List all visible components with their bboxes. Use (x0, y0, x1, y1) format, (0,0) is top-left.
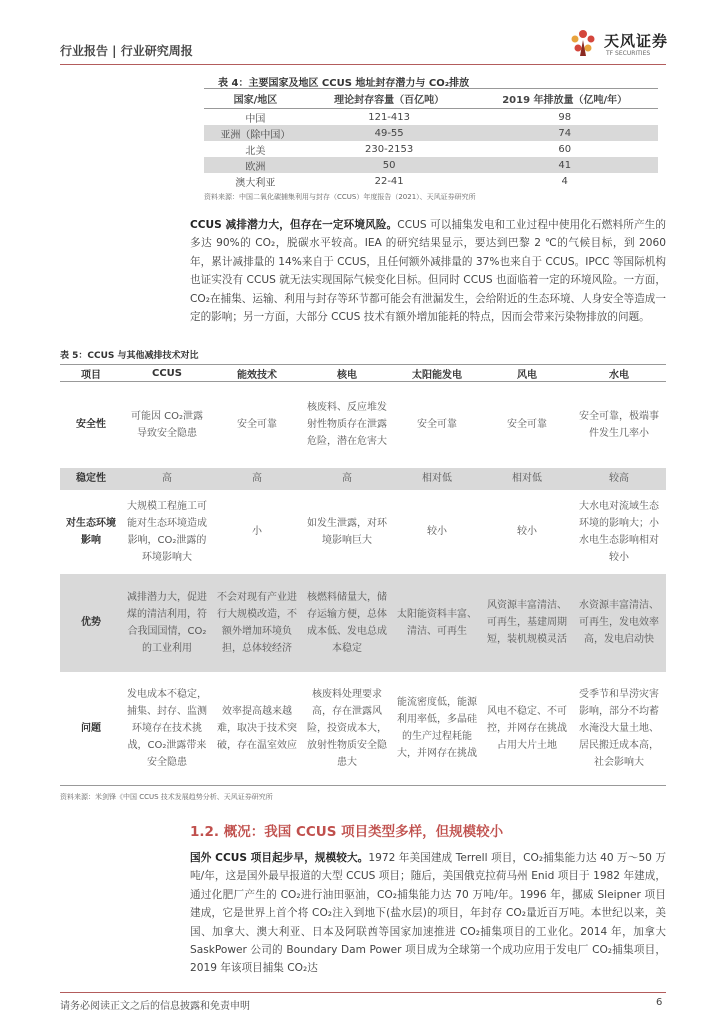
table5-cell: 安全可靠 (417, 419, 457, 431)
table4-cell: 60 (558, 143, 572, 155)
table5-cell: 发电成本不稳定，捕集、封存、监测环境存在技术挑战，CO₂泄露带来安全隐患 (122, 672, 212, 786)
logo-flame-icon (566, 26, 600, 60)
table5-header: 核电 (302, 365, 392, 382)
paragraph-text: CCUS 可以捕集发电和工业过程中使用化石燃料所产生的多达 90%的 CO₂，脱碳水平较高。IEA 的研究结果显示，要达到巴黎 2 ℃的气候目标，到 2060 年，累计减排量的 14%来自于 CCUS，且任何额外减排量的 37%也来自于 CCUS。IPCC 等国际机构也证实没有 CCUS 就无法实现国际气候变化目标。但同时 CCUS 也面临着一定的环境风险。一方面，CO₂在捕集、运输、利用与封存等环节都可能会有泄漏发生，会给附近的生态环境、人身安全等造成一定的影响；另一方面，大部分 CCUS 技术有额外增加能耗的特点，因而会带来污染物排放的问题。 (190, 219, 667, 324)
table5-cell: 大规模工程施工可能对生态环境造成影响，CO₂泄露的环境影响大 (127, 500, 207, 563)
table5-cell: 太阳能资料丰富、清洁、可再生 (392, 574, 482, 672)
table5-cell: 相对低 (482, 468, 572, 490)
table5-cell: 安全可靠 (507, 419, 547, 431)
table5-cell: 大水电对流域生态环境的影响大；小水电生态影响相对较小 (579, 500, 659, 563)
body-paragraph (190, 849, 666, 978)
table4-cell: 欧洲 (204, 157, 307, 173)
table5-cell: 核燃料储量大，储存运输方便，总体成本低、发电总成本稳定 (302, 574, 392, 672)
table4-cell: 北美 (245, 145, 266, 157)
table4-cell: 230-2153 (365, 143, 414, 155)
table-row (204, 157, 658, 173)
table4-cell: 121-413 (368, 111, 411, 123)
table4-header: 理论封存容量（百亿吨） (307, 89, 472, 109)
table5-cell: 安全可靠 (237, 419, 277, 431)
table4-caption: 表 4：主要国家及地区 CCUS 地址封存潜力与 CO₂排放 (218, 78, 470, 89)
table5-cell: 不会对现有产业进行大规模改造，不额外增加环境负担，总体较经济 (212, 574, 302, 672)
paragraph-text: 1972 年美国建成 Terrell 项目，CO₂捕集能力达 40 万～50 万吨/年，这是国外最早报道的大型 CCUS 项目；随后，美国俄克拉荷马州 Enid 项目于 1982 年建成，通过化肥厂产生的 CO₂进行油田驱油，CO₂捕集能力达 70 万吨/年。1996 年，挪威 Sleipner 项目建成，它是世界上首个将 CO₂注入到地下(盐水层)的项目，年封存 CO₂量近百万吨。本世纪以来，美国、加拿大、澳大利亚、日本及阿联酋等国家加速推进 CO₂捕集项目的工业化。2014 年，加拿大 SaskPower 公司的 Boundary Dam Power 项目成为全球第一个成功应用于发电厂 CO₂捕集项目，2019 年该项目捕集 CO₂达 (190, 852, 666, 975)
company-logo (566, 26, 676, 62)
table5-cell: 高 (302, 468, 392, 490)
table5-header: 能效技术 (212, 365, 302, 382)
header-divider (60, 64, 666, 65)
table5-cell: 核废料、反应堆发射性物质存在泄露危险，潜在危害大 (307, 402, 387, 448)
table5-caption: 表 5：CCUS 与其他减排技术对比 (60, 351, 199, 361)
table5 (60, 364, 666, 786)
table5-cell: 小 (252, 526, 262, 537)
table-row (60, 490, 666, 574)
table4-cell: 澳大利亚 (235, 177, 276, 189)
table5-header: 太阳能发电 (392, 365, 482, 382)
table-row (60, 468, 666, 490)
table4-cell: 50 (307, 157, 472, 173)
body-paragraph (190, 216, 666, 326)
table5-cell: 高 (212, 468, 302, 490)
table5-cell: 较小 (517, 526, 537, 537)
table-row (60, 574, 666, 672)
paragraph-lead: 国外 CCUS 项目起步早，规模较大。 (190, 852, 369, 864)
page-number: 6 (656, 997, 663, 1008)
paragraph-lead: CCUS 减排潜力大，但存在一定环境风险。 (190, 219, 398, 231)
table5-cell: 效率提高越来越难，取决于技术突破，存在温室效应 (212, 672, 302, 786)
table-row (204, 173, 658, 189)
table-row (204, 109, 658, 126)
table4-header: 2019 年排放量（亿吨/年） (471, 89, 658, 109)
table5-cell: 相对低 (392, 468, 482, 490)
table-row (204, 125, 658, 141)
table5-cell: 减排潜力大，促进煤的清洁利用，符合我国国情，CO₂的工业利用 (122, 574, 212, 672)
table5-cell: 水资源丰富清洁、可再生，发电效率高，发电启动快 (572, 574, 666, 672)
table5-row-header: 问题 (60, 672, 122, 786)
table-row (60, 382, 666, 468)
table4-cell: 4 (561, 175, 568, 187)
table4-cell: 中国 (245, 113, 266, 125)
table5-source: 资料来源：米剑锋《中国 CCUS 技术发展趋势分析、天风证券研究所 (60, 793, 273, 801)
table5-cell: 安全可靠，极端事件发生几率小 (579, 410, 659, 439)
table5-cell: 受季节和旱涝灾害影响，部分不均蓄水淹没大量土地、居民搬迁成本高，社会影响大 (572, 672, 666, 786)
table4-cell: 74 (471, 125, 658, 141)
table5-header: 风电 (482, 365, 572, 382)
table-row (204, 141, 658, 157)
logo-name-en: TF SECURITIES (606, 50, 651, 57)
table5-header: 项目 (60, 365, 122, 382)
table-row (60, 672, 666, 786)
table4-cell: 49-55 (307, 125, 472, 141)
header-report-type: 行业报告 | 行业研究周报 (60, 44, 193, 58)
logo-name-cn: 天风证券 (604, 32, 669, 50)
table4-cell: 41 (471, 157, 658, 173)
table5-cell: 较高 (572, 468, 666, 490)
section-heading: 1.2. 概况：我国 CCUS 项目类型多样，但规模较小 (190, 824, 504, 840)
table5-header: CCUS (122, 365, 212, 382)
table4-source: 资料来源：中国二氧化碳捕集利用与封存（CCUS）年度报告（2021）、天风证券研究所 (204, 193, 476, 201)
table5-row-header: 安全性 (76, 419, 106, 431)
table5-row-header: 对生态环境影响 (66, 517, 116, 546)
table5-cell: 风电不稳定、不可控，并网存在挑战占用大片土地 (482, 672, 572, 786)
table5-cell: 可能因 CO₂泄露导致安全隐患 (130, 410, 204, 439)
table4-cell: 22-41 (374, 175, 404, 187)
table5-row-header: 优势 (60, 574, 122, 672)
table5-cell: 能流密度低，能源利用率低，多晶硅的生产过程耗能大，并网存在挑战 (392, 672, 482, 786)
table4-cell: 亚洲（除中国） (204, 125, 307, 141)
table5-cell: 较小 (427, 526, 447, 537)
footer-divider (60, 992, 666, 993)
table5-cell: 如发生泄露，对环境影响巨大 (307, 517, 387, 546)
table5-header: 水电 (572, 365, 666, 382)
table5-row-header: 稳定性 (60, 468, 122, 490)
table5-cell: 核废料处理要求高，存在泄露风险，投资成本大，放射性物质安全隐患大 (302, 672, 392, 786)
footer-disclaimer: 请务必阅读正文之后的信息披露和免责申明 (60, 1001, 250, 1012)
table4-header: 国家/地区 (204, 89, 307, 109)
table4-cell: 98 (558, 111, 572, 123)
table5-cell: 高 (122, 468, 212, 490)
table4 (204, 88, 658, 189)
table5-cell: 风资源丰富清洁、可再生，基建周期短，装机规模灵活 (482, 574, 572, 672)
